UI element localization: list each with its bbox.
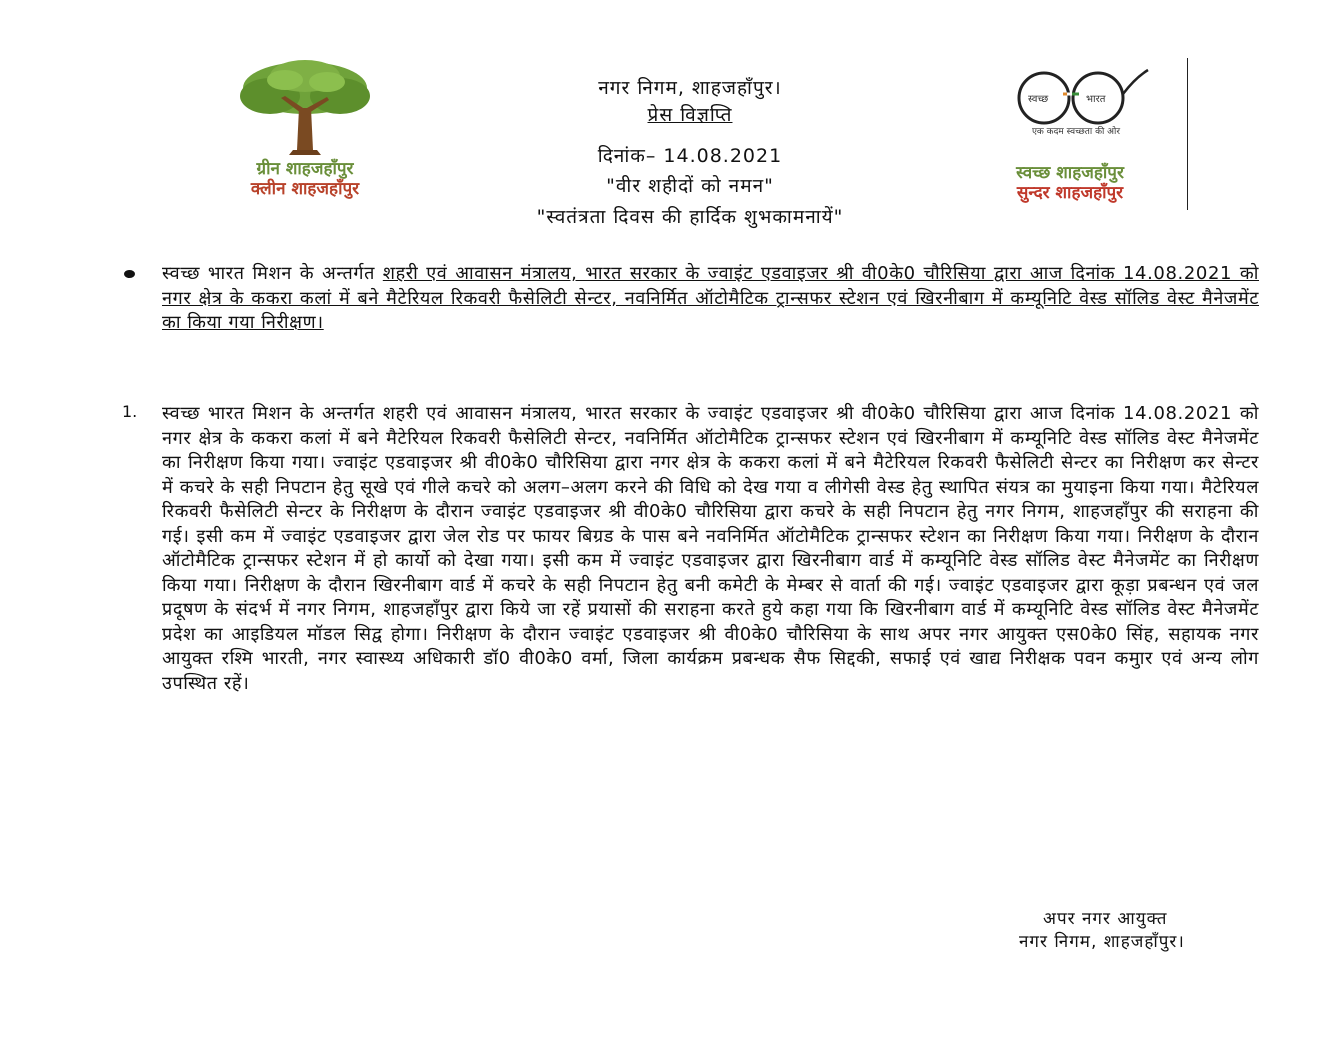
- summary-lead: स्वच्छ भारत मिशन के अन्तर्गत: [162, 263, 383, 284]
- swachh-bharat-logo: [1000, 58, 1190, 208]
- swachh-logo-line2: सुन्दर शाहजहाँपुर: [1016, 183, 1124, 203]
- signatory-title: अपर नगर आयुक्त: [1043, 909, 1168, 929]
- green-logo-line1: ग्रीन शाहजहाँपुर: [256, 159, 354, 179]
- swachh-logo-line1: स्वच्छ शाहजहाँपुर: [1016, 163, 1124, 183]
- release-date: दिनांक– 14.08.2021: [597, 145, 783, 167]
- body-paragraph: स्वच्छ भारत मिशन के अन्तर्गत शहरी एवं आवासन मंत्रालय, भारत सरकार के ज्वाइंट एडवाइजर श्री वी0के0 चौरिसिया द्वारा आज दिनांक 14.08.2021 को नगर क्षेत्र के ककरा कलां में बने मैटेरियल रिकवरी फैसेलिटी सेन्टर, नवनिर्मित ऑटोमैटिक ट्रान्सफर स्टेशन एवं खिरनीबाग में कम्यूनिटि वेस्ड सॉलिड वेस्ट मैनेजमेंट का निरीक्षण किया गया। ज्वाइंट एडवाइजर श्री वी0के0 चौरिसिया द्वारा नगर क्षेत्र के ककरा कलां में बने मैटेरियल रिकवरी फैसेलिटी सेन्टर का निरीक्षण कर सेन्टर में कचरे के सही निपटान हेतु सूखे एवं गीले कचरे को अलग–अलग करने की विधि को देख गया व लीगेसी वेस्ड हेतु स्थापित संयत्र का मुयाइना किया गया। मैटेरियल रिकवरी फैसेलिटी सेन्टर के निरीक्षण के दौरान ज्वाइंट एडवाइजर श्री वी0के0 चौरिसिया द्वारा कचरे के सही निपटान हेतु नगर निगम, शाहजहाँपुर की सराहना की गई। इसी कम में ज्वाइंट एडवाइजर द्वारा जेल रोड पर फायर बिग्रड के पास बने नवनिर्मित ऑटोमैटिक ट्रान्सफर स्टेशन का निरीक्षण किया गया। निरीक्षण के दौरान ऑटोमैटिक ट्रान्सफर स्टेशन में हो कार्यो को देखा गया। इसी कम में ज्वाइंट एडवाइजर द्वारा खिरनीबाग वार्ड में कम्यूनिटि वेस्ड सॉलिड वेस्ट मैनेजमेंट का निरीक्षण किया गया। निरीक्षण के दौरान खिरनीबाग वार्ड में कचरे के सही निपटान हेतु बनी कमेटी के मेम्बर से वार्ता की गई। ज्वाइंट एडवाइजर द्वारा कूड़ा प्रबन्धन एवं जल प्रदूषण के संदर्भ में नगर निगम, शाहजहाँपुर द्वारा किये जा रहें प्रयासों की सराहना करते हुये कहा गया कि खिरनीबाग वार्ड में कम्यूनिटि वेस्ड सॉलिड वेस्ट मैनेजमेंट प्रदेश का आइडियल मॉडल सिद्व होगा। निरीक्षण के दौरान ज्वाइंट एडवाइजर श्री वी0के0 चौरिसिया के साथ अपर नगर आयुक्त एस0के0 सिंह, सहायक नगर आयुक्त रश्मि भारती, नगर स्वास्थ्य अधिकारी डॉ0 वी0के0 वर्मा, जिला कार्यक्रम प्रबन्धक सैफ सिद्दकी, सफाई एवं खाद्य निरीक्षक पवन कमुार एवं अन्य लोग उपस्थित रहें।: [162, 403, 1260, 694]
- swachh-word: स्वच्छ: [1028, 94, 1049, 105]
- tribute-line: "वीर शहीदों को नमन": [606, 175, 774, 197]
- wishes-line: "स्वतंत्रता दिवस की हार्दिक शुभकामनायें": [536, 206, 844, 228]
- tree-icon: [215, 58, 395, 158]
- item-number: 1.: [122, 402, 138, 421]
- green-logo-line2: क्लीन शाहजहाँपुर: [250, 179, 360, 199]
- glasses-icon: [1000, 58, 1150, 128]
- bullet-icon: [124, 270, 135, 278]
- summary-underlined: शहरी एवं आवासन मंत्रालय, भारत सरकार के ज्वाइंट एडवाइजर श्री वी0के0 चौरिसिया द्वारा आज दिनांक 14.08.2021 को नगर क्षेत्र के ककरा कलां में बने मैटेरियल रिकवरी फैसेलिटी सेन्टर, नवनिर्मित ऑटोमैटिक ट्रान्सफर स्टेशन एवं खिरनीबाग में कम्यूनिटि वेस्ड सॉलिड वेस्ट मैनेजमेंट का किया गया निरीक्षण।: [162, 263, 1259, 333]
- organization-title: नगर निगम, शाहजहाँपुर।: [598, 77, 782, 99]
- signatory-organization: नगर निगम, शाहजहाँपुर।: [1019, 932, 1185, 952]
- vertical-divider: [1187, 58, 1188, 210]
- press-release-title: प्रेस विज्ञप्ति: [647, 104, 733, 126]
- swachh-tagline: एक कदम स्वच्छता की ओर: [1031, 127, 1121, 137]
- bharat-word: भारत: [1086, 94, 1106, 105]
- summary-paragraph: [162, 262, 1259, 336]
